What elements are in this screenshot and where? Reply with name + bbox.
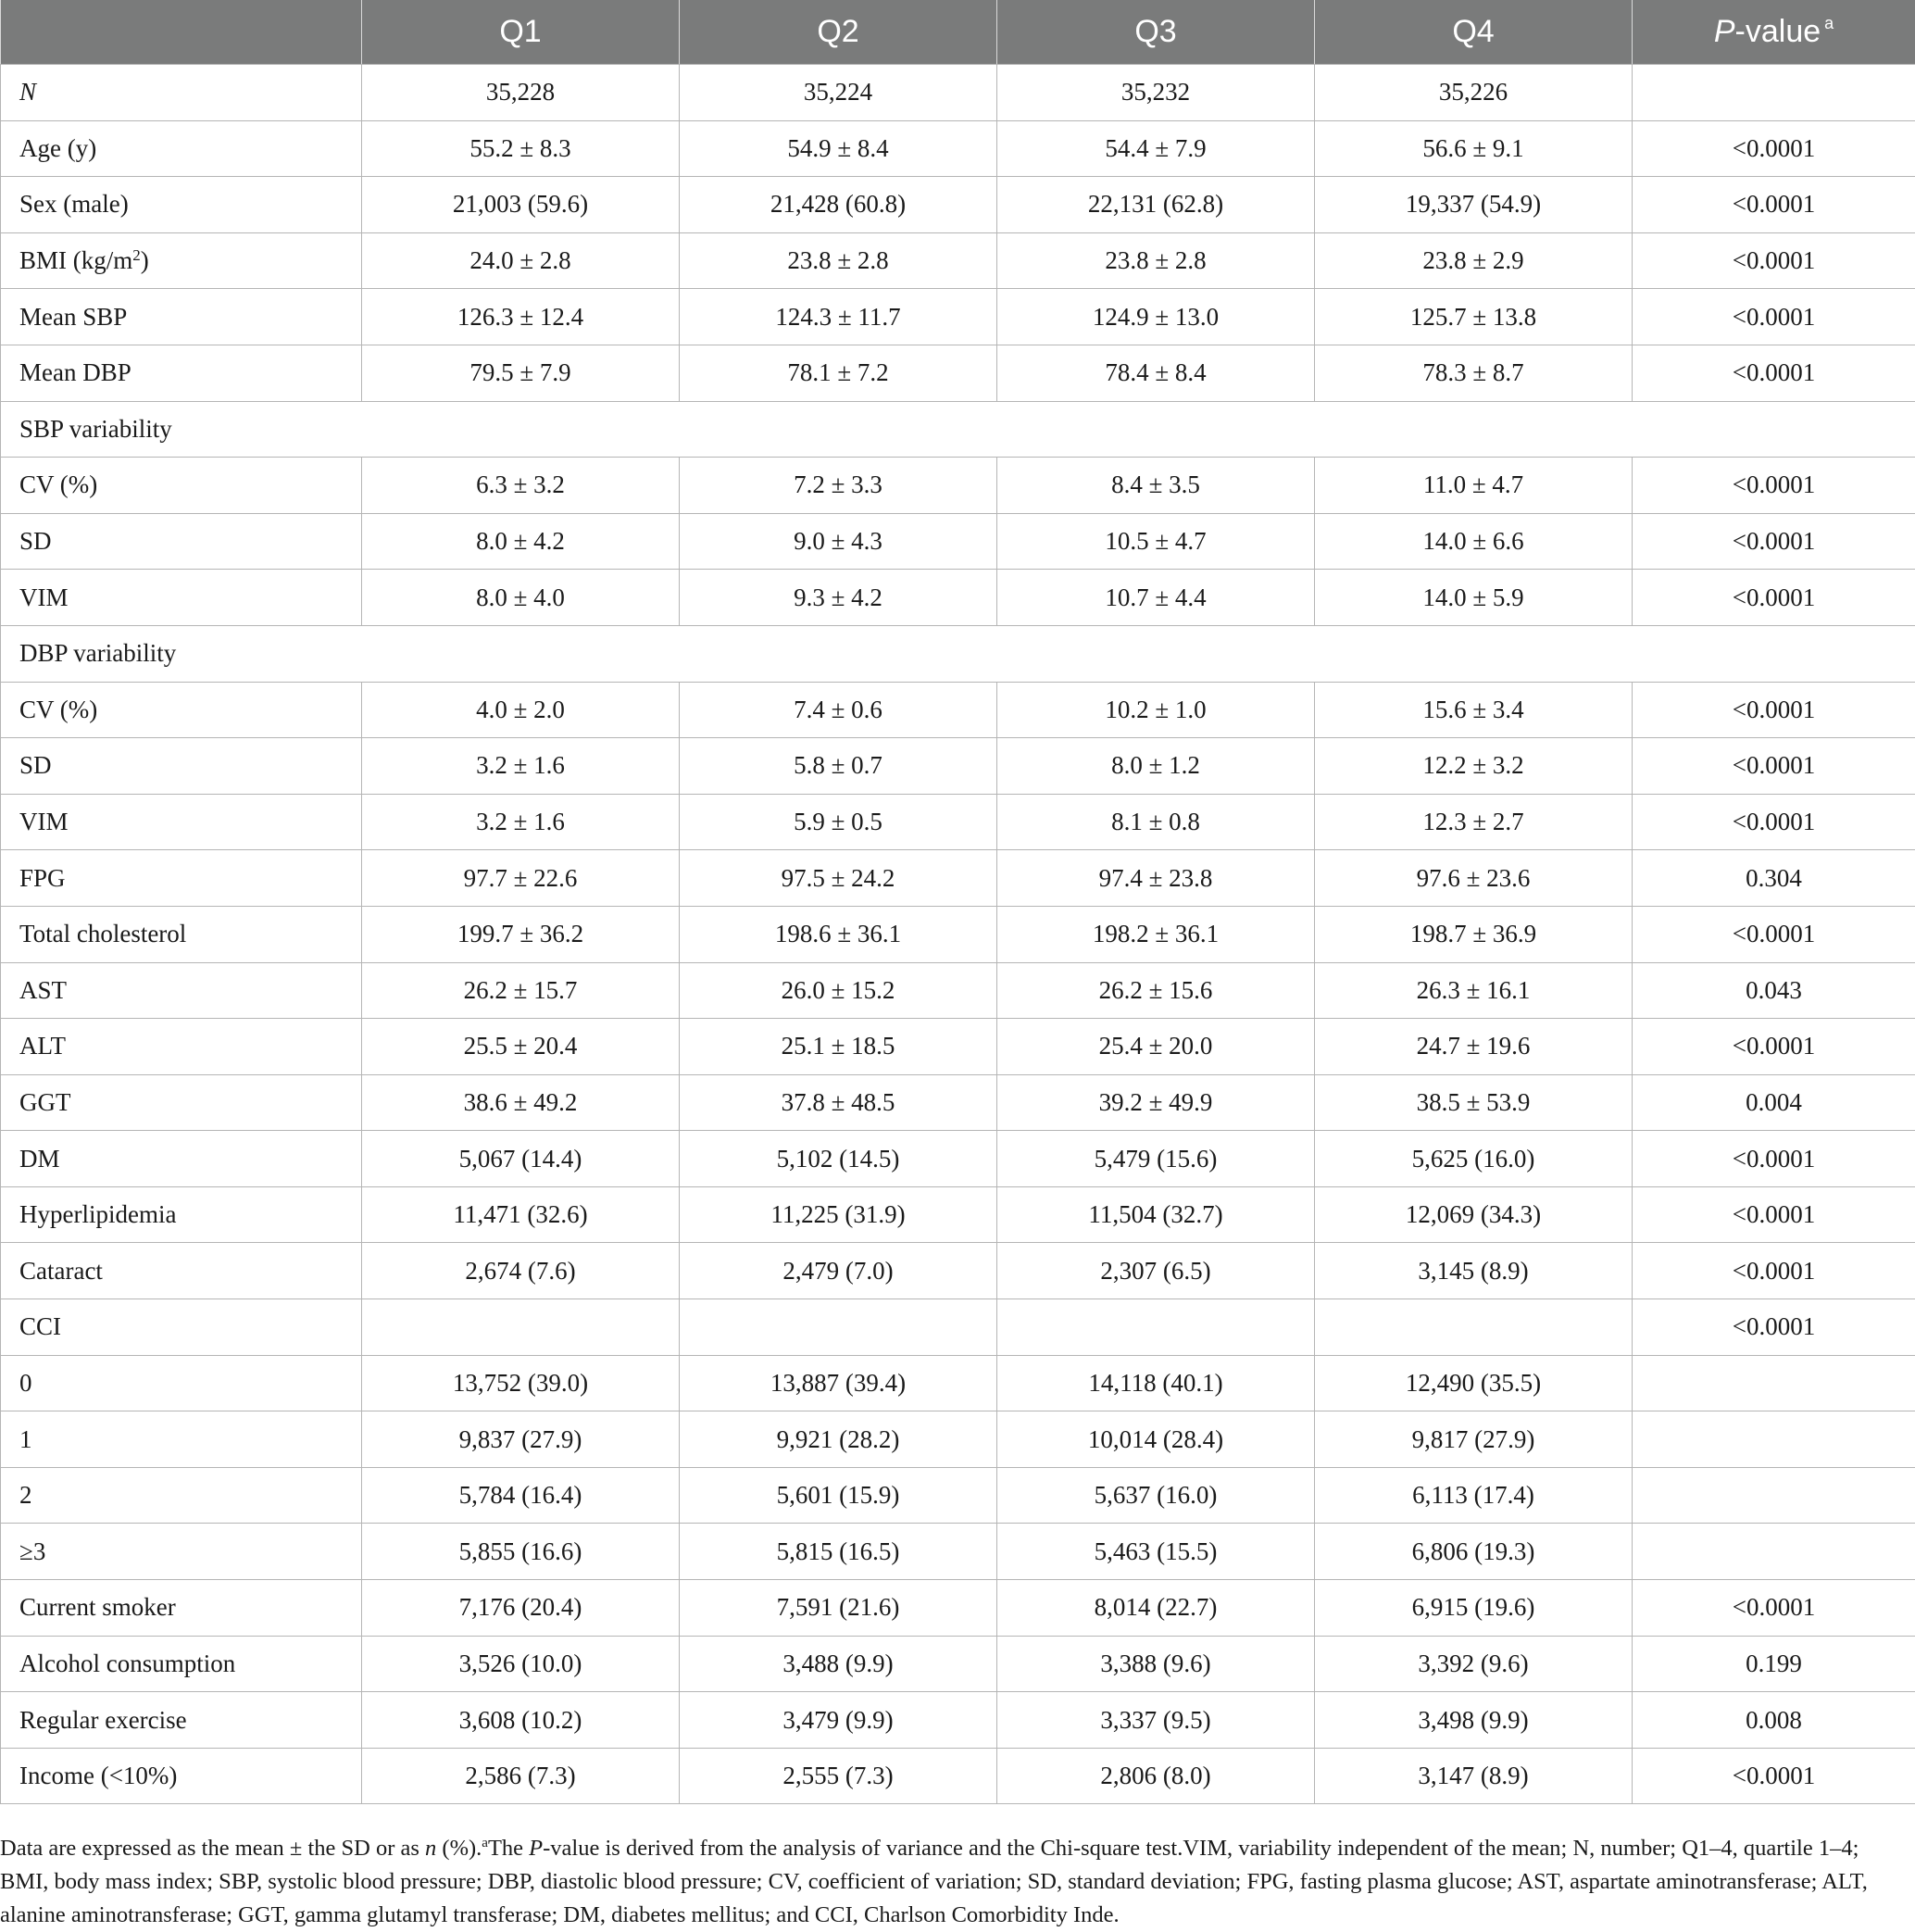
row-label-text: Current smoker bbox=[19, 1593, 176, 1621]
cell-q1: 6.3 ± 3.2 bbox=[362, 458, 680, 514]
cell-q3: 78.4 ± 8.4 bbox=[997, 345, 1315, 401]
cell-q1: 8.0 ± 4.2 bbox=[362, 513, 680, 570]
footnote-text-2: (%). bbox=[436, 1836, 482, 1861]
row-label-text: Regular exercise bbox=[19, 1706, 187, 1734]
cell-q3: 23.8 ± 2.8 bbox=[997, 232, 1315, 289]
table-row bbox=[1, 513, 1915, 570]
row-label-text: 0 bbox=[19, 1369, 32, 1397]
header-cell-p-value bbox=[1633, 0, 1915, 65]
cell-p-value bbox=[1633, 65, 1915, 121]
cell-p-value bbox=[1633, 1524, 1915, 1580]
cell-q4: 24.7 ± 19.6 bbox=[1315, 1019, 1633, 1075]
cell-q3: 8.0 ± 1.2 bbox=[997, 738, 1315, 795]
cell-q3: 3,337 (9.5) bbox=[997, 1692, 1315, 1749]
cell-q3: 97.4 ± 23.8 bbox=[997, 850, 1315, 907]
cell-q1: 2,674 (7.6) bbox=[362, 1243, 680, 1299]
cell-q1: 199.7 ± 36.2 bbox=[362, 906, 680, 962]
header-cell-empty bbox=[1, 0, 362, 65]
row-label bbox=[1, 1467, 362, 1524]
cell-q3: 10.5 ± 4.7 bbox=[997, 513, 1315, 570]
cell-q2: 7.2 ± 3.3 bbox=[680, 458, 997, 514]
cell-q4: 15.6 ± 3.4 bbox=[1315, 682, 1633, 738]
cell-q3: 14,118 (40.1) bbox=[997, 1355, 1315, 1411]
row-label bbox=[1, 1299, 362, 1356]
cell-q4: 9,817 (27.9) bbox=[1315, 1411, 1633, 1468]
row-label-text: Hyperlipidemia bbox=[19, 1200, 176, 1228]
cell-q3: 8.4 ± 3.5 bbox=[997, 458, 1315, 514]
cell-q3: 22,131 (62.8) bbox=[997, 177, 1315, 233]
row-label-text: Alcohol consumption bbox=[19, 1650, 235, 1677]
row-label-text: CV (%) bbox=[19, 696, 97, 723]
cell-q2: 26.0 ± 15.2 bbox=[680, 962, 997, 1019]
cell-q4: 3,392 (9.6) bbox=[1315, 1636, 1633, 1692]
row-label bbox=[1, 1636, 362, 1692]
row-label bbox=[1, 1411, 362, 1468]
cell-q1: 79.5 ± 7.9 bbox=[362, 345, 680, 401]
table-row bbox=[1, 1467, 1915, 1524]
cell-p-value bbox=[1633, 401, 1915, 458]
cell-p-value: <0.0001 bbox=[1633, 906, 1915, 962]
cell-q2: 2,479 (7.0) bbox=[680, 1243, 997, 1299]
cell-q2: 5,601 (15.9) bbox=[680, 1467, 997, 1524]
row-label bbox=[1, 345, 362, 401]
cell-q1: 38.6 ± 49.2 bbox=[362, 1074, 680, 1131]
row-label-text: VIM bbox=[19, 583, 69, 611]
cell-q3: 39.2 ± 49.9 bbox=[997, 1074, 1315, 1131]
cell-p-value: <0.0001 bbox=[1633, 570, 1915, 626]
cell-p-value bbox=[1633, 1411, 1915, 1468]
table-row bbox=[1, 1411, 1915, 1468]
cell-q2: 5,815 (16.5) bbox=[680, 1524, 997, 1580]
row-label bbox=[1, 1692, 362, 1749]
cell-q2 bbox=[680, 1299, 997, 1356]
cell-q1: 11,471 (32.6) bbox=[362, 1186, 680, 1243]
table-row bbox=[1, 906, 1915, 962]
cell-p-value: <0.0001 bbox=[1633, 1186, 1915, 1243]
cell-q4: 6,806 (19.3) bbox=[1315, 1524, 1633, 1580]
row-label bbox=[1, 401, 362, 458]
footnote-italic-n: n bbox=[425, 1836, 436, 1861]
cell-q1: 126.3 ± 12.4 bbox=[362, 289, 680, 345]
row-label-text: ≥3 bbox=[19, 1537, 45, 1565]
cell-q1: 3,526 (10.0) bbox=[362, 1636, 680, 1692]
cell-q3: 2,307 (6.5) bbox=[997, 1243, 1315, 1299]
row-label-text: CCI bbox=[19, 1312, 61, 1340]
cell-q2: 21,428 (60.8) bbox=[680, 177, 997, 233]
cell-q4: 3,145 (8.9) bbox=[1315, 1243, 1633, 1299]
row-label-text: FPG bbox=[19, 864, 66, 892]
cell-q3: 11,504 (32.7) bbox=[997, 1186, 1315, 1243]
cell-q4: 3,498 (9.9) bbox=[1315, 1692, 1633, 1749]
row-label bbox=[1, 1524, 362, 1580]
row-label bbox=[1, 458, 362, 514]
cell-q1 bbox=[362, 1299, 680, 1356]
row-label-text: CV (%) bbox=[19, 470, 97, 498]
cell-p-value: <0.0001 bbox=[1633, 794, 1915, 850]
cell-p-value: <0.0001 bbox=[1633, 345, 1915, 401]
cell-q3: 5,637 (16.0) bbox=[997, 1467, 1315, 1524]
table-row bbox=[1, 177, 1915, 233]
row-label-text: 2 bbox=[19, 1481, 32, 1509]
cell-q3 bbox=[997, 401, 1315, 458]
row-label-text: N bbox=[19, 78, 36, 106]
footnote-marker: a bbox=[482, 1836, 488, 1850]
cell-q4: 14.0 ± 5.9 bbox=[1315, 570, 1633, 626]
cell-q2: 124.3 ± 11.7 bbox=[680, 289, 997, 345]
row-label-text: SD bbox=[19, 751, 52, 779]
row-label-text: Age (y) bbox=[19, 134, 96, 162]
cell-p-value bbox=[1633, 1467, 1915, 1524]
cell-q4: 23.8 ± 2.9 bbox=[1315, 232, 1633, 289]
cell-p-value: <0.0001 bbox=[1633, 120, 1915, 177]
cell-q1: 5,855 (16.6) bbox=[362, 1524, 680, 1580]
table-row bbox=[1, 1355, 1915, 1411]
cell-q4: 6,915 (19.6) bbox=[1315, 1580, 1633, 1637]
table-body bbox=[1, 65, 1915, 1804]
table-row bbox=[1, 570, 1915, 626]
cell-q3: 124.9 ± 13.0 bbox=[997, 289, 1315, 345]
cell-p-value: <0.0001 bbox=[1633, 1299, 1915, 1356]
row-label bbox=[1, 1019, 362, 1075]
row-label bbox=[1, 962, 362, 1019]
table-row bbox=[1, 1580, 1915, 1637]
cell-q2 bbox=[680, 625, 997, 682]
cell-q4: 78.3 ± 8.7 bbox=[1315, 345, 1633, 401]
cell-q3: 2,806 (8.0) bbox=[997, 1748, 1315, 1804]
header-cell-q4: Q4 bbox=[1315, 0, 1633, 65]
row-label bbox=[1, 1355, 362, 1411]
cell-q1: 35,228 bbox=[362, 65, 680, 121]
row-label-text: 1 bbox=[19, 1425, 32, 1453]
cell-q2: 7.4 ± 0.6 bbox=[680, 682, 997, 738]
cell-p-value: <0.0001 bbox=[1633, 513, 1915, 570]
row-label bbox=[1, 289, 362, 345]
cell-q1: 3,608 (10.2) bbox=[362, 1692, 680, 1749]
table-row bbox=[1, 120, 1915, 177]
cell-q2: 13,887 (39.4) bbox=[680, 1355, 997, 1411]
footnote-italic-p: P bbox=[529, 1836, 543, 1861]
row-label-text: Sex (male) bbox=[19, 190, 129, 218]
table-row bbox=[1, 850, 1915, 907]
cell-q4: 5,625 (16.0) bbox=[1315, 1131, 1633, 1187]
row-label-text: GGT bbox=[19, 1088, 71, 1116]
cell-q4 bbox=[1315, 1299, 1633, 1356]
table-row bbox=[1, 794, 1915, 850]
cell-q2: 9.3 ± 4.2 bbox=[680, 570, 997, 626]
cell-q4: 125.7 ± 13.8 bbox=[1315, 289, 1633, 345]
p-value-suffix: -value bbox=[1735, 14, 1821, 49]
cell-q3: 5,479 (15.6) bbox=[997, 1131, 1315, 1187]
cell-q4 bbox=[1315, 401, 1633, 458]
row-label bbox=[1, 906, 362, 962]
cell-q1: 55.2 ± 8.3 bbox=[362, 120, 680, 177]
cell-q1: 5,067 (14.4) bbox=[362, 1131, 680, 1187]
cell-q1: 26.2 ± 15.7 bbox=[362, 962, 680, 1019]
cell-q4: 38.5 ± 53.9 bbox=[1315, 1074, 1633, 1131]
table-row bbox=[1, 232, 1915, 289]
table-row bbox=[1, 682, 1915, 738]
cell-q2: 2,555 (7.3) bbox=[680, 1748, 997, 1804]
cell-q3: 26.2 ± 15.6 bbox=[997, 962, 1315, 1019]
cell-q2: 23.8 ± 2.8 bbox=[680, 232, 997, 289]
table-row bbox=[1, 738, 1915, 795]
cell-q4: 198.7 ± 36.9 bbox=[1315, 906, 1633, 962]
cell-q3: 54.4 ± 7.9 bbox=[997, 120, 1315, 177]
cell-q4: 12.3 ± 2.7 bbox=[1315, 794, 1633, 850]
cell-q4: 19,337 (54.9) bbox=[1315, 177, 1633, 233]
row-label bbox=[1, 232, 362, 289]
cell-q2: 3,488 (9.9) bbox=[680, 1636, 997, 1692]
cell-p-value: 0.304 bbox=[1633, 850, 1915, 907]
cell-q1: 97.7 ± 22.6 bbox=[362, 850, 680, 907]
table-row bbox=[1, 1186, 1915, 1243]
row-label-suffix: ) bbox=[141, 246, 149, 274]
row-label bbox=[1, 1748, 362, 1804]
row-label bbox=[1, 1243, 362, 1299]
cell-q1: 13,752 (39.0) bbox=[362, 1355, 680, 1411]
cell-q4: 56.6 ± 9.1 bbox=[1315, 120, 1633, 177]
cell-q1: 9,837 (27.9) bbox=[362, 1411, 680, 1468]
header-row bbox=[1, 0, 1915, 65]
row-label bbox=[1, 65, 362, 121]
table-row bbox=[1, 1019, 1915, 1075]
cell-p-value: <0.0001 bbox=[1633, 1019, 1915, 1075]
row-label bbox=[1, 794, 362, 850]
cell-p-value: 0.004 bbox=[1633, 1074, 1915, 1131]
row-label bbox=[1, 682, 362, 738]
cell-p-value: <0.0001 bbox=[1633, 1580, 1915, 1637]
cell-q4: 26.3 ± 16.1 bbox=[1315, 962, 1633, 1019]
row-label-superscript: 2 bbox=[132, 246, 141, 264]
row-label bbox=[1, 1580, 362, 1637]
cell-q4: 12.2 ± 3.2 bbox=[1315, 738, 1633, 795]
p-value-italic-p: P bbox=[1714, 14, 1735, 49]
row-label-text: Cataract bbox=[19, 1257, 103, 1285]
cell-p-value bbox=[1633, 1355, 1915, 1411]
cell-q3: 10.7 ± 4.4 bbox=[997, 570, 1315, 626]
table-row bbox=[1, 1524, 1915, 1580]
row-label bbox=[1, 738, 362, 795]
cell-q2: 3,479 (9.9) bbox=[680, 1692, 997, 1749]
cell-q2: 198.6 ± 36.1 bbox=[680, 906, 997, 962]
row-label-text: SD bbox=[19, 527, 52, 555]
cell-q2: 11,225 (31.9) bbox=[680, 1186, 997, 1243]
row-label bbox=[1, 120, 362, 177]
header-cell-q3: Q3 bbox=[997, 0, 1315, 65]
row-label-text: DM bbox=[19, 1145, 60, 1173]
cell-p-value: <0.0001 bbox=[1633, 1131, 1915, 1187]
table-row bbox=[1, 1748, 1915, 1804]
cell-p-value: <0.0001 bbox=[1633, 738, 1915, 795]
header-cell-q1: Q1 bbox=[362, 0, 680, 65]
cell-q1: 24.0 ± 2.8 bbox=[362, 232, 680, 289]
row-label-text: Mean SBP bbox=[19, 303, 127, 331]
cell-q1: 5,784 (16.4) bbox=[362, 1467, 680, 1524]
cell-q1: 2,586 (7.3) bbox=[362, 1748, 680, 1804]
cell-q4 bbox=[1315, 625, 1633, 682]
cell-q2: 9.0 ± 4.3 bbox=[680, 513, 997, 570]
table-row bbox=[1, 1299, 1915, 1356]
footnote-text-4: -value is derived from the analysis of variance and the Chi-square test.VIM, variability independent of the mean; N, number; Q1–4, quartile 1–4; BMI, body mass index; SBP, systolic blood pressure; DBP, diastolic blood pressure; CV, coefficient of variation; SD, standard deviation; FPG, fasting plasma glucose; AST, aspartate aminotransferase; ALT, alanine aminotransferase; GGT, gamma glutamyl transferase; DM, diabetes mellitus; and CCI, Charlson Comorbidity Inde. bbox=[0, 1836, 1868, 1927]
table-row bbox=[1, 289, 1915, 345]
cell-q1: 25.5 ± 20.4 bbox=[362, 1019, 680, 1075]
footnote-text-3: The bbox=[488, 1836, 529, 1861]
cell-q3: 10,014 (28.4) bbox=[997, 1411, 1315, 1468]
cell-q3: 3,388 (9.6) bbox=[997, 1636, 1315, 1692]
cell-q2: 9,921 (28.2) bbox=[680, 1411, 997, 1468]
cell-q3: 8.1 ± 0.8 bbox=[997, 794, 1315, 850]
cell-q4: 11.0 ± 4.7 bbox=[1315, 458, 1633, 514]
row-label-text: VIM bbox=[19, 808, 69, 835]
cell-p-value: <0.0001 bbox=[1633, 1748, 1915, 1804]
cell-q3: 25.4 ± 20.0 bbox=[997, 1019, 1315, 1075]
cell-q3: 5,463 (15.5) bbox=[997, 1524, 1315, 1580]
row-label-text: BMI (kg/m bbox=[19, 246, 132, 274]
cell-q1: 4.0 ± 2.0 bbox=[362, 682, 680, 738]
cell-q3 bbox=[997, 1299, 1315, 1356]
cell-q2: 78.1 ± 7.2 bbox=[680, 345, 997, 401]
p-value-footnote-marker: a bbox=[1824, 14, 1834, 32]
cell-p-value: <0.0001 bbox=[1633, 232, 1915, 289]
row-label-text: Mean DBP bbox=[19, 358, 131, 386]
cell-q1: 3.2 ± 1.6 bbox=[362, 794, 680, 850]
cell-q2: 35,224 bbox=[680, 65, 997, 121]
cell-q2 bbox=[680, 401, 997, 458]
table-row bbox=[1, 1074, 1915, 1131]
cell-p-value: <0.0001 bbox=[1633, 1243, 1915, 1299]
cell-q3 bbox=[997, 625, 1315, 682]
cell-p-value bbox=[1633, 625, 1915, 682]
row-label bbox=[1, 1074, 362, 1131]
cell-q1 bbox=[362, 401, 680, 458]
row-label bbox=[1, 570, 362, 626]
table-row bbox=[1, 1636, 1915, 1692]
cell-q2: 5,102 (14.5) bbox=[680, 1131, 997, 1187]
table-row bbox=[1, 1692, 1915, 1749]
section-row bbox=[1, 625, 1915, 682]
cell-p-value: <0.0001 bbox=[1633, 177, 1915, 233]
section-row bbox=[1, 401, 1915, 458]
table-row bbox=[1, 65, 1915, 121]
row-label-text: SBP variability bbox=[19, 415, 172, 443]
table-row bbox=[1, 1131, 1915, 1187]
cell-q4: 3,147 (8.9) bbox=[1315, 1748, 1633, 1804]
cell-q3: 10.2 ± 1.0 bbox=[997, 682, 1315, 738]
cell-q1: 3.2 ± 1.6 bbox=[362, 738, 680, 795]
row-label-text: ALT bbox=[19, 1032, 66, 1060]
row-label-text: DBP variability bbox=[19, 639, 176, 667]
cell-q4: 35,226 bbox=[1315, 65, 1633, 121]
cell-p-value: 0.199 bbox=[1633, 1636, 1915, 1692]
cell-q3: 198.2 ± 36.1 bbox=[997, 906, 1315, 962]
cell-p-value: <0.0001 bbox=[1633, 682, 1915, 738]
cell-p-value: 0.043 bbox=[1633, 962, 1915, 1019]
cell-q1 bbox=[362, 625, 680, 682]
row-label bbox=[1, 1131, 362, 1187]
cell-q2: 7,591 (21.6) bbox=[680, 1580, 997, 1637]
footnote-text-1: Data are expressed as the mean ± the SD or as bbox=[0, 1836, 425, 1861]
cell-p-value: <0.0001 bbox=[1633, 289, 1915, 345]
row-label bbox=[1, 625, 362, 682]
cell-q1: 7,176 (20.4) bbox=[362, 1580, 680, 1637]
row-label-text: AST bbox=[19, 976, 67, 1004]
cell-q4: 97.6 ± 23.6 bbox=[1315, 850, 1633, 907]
row-label-text: Total cholesterol bbox=[19, 920, 186, 947]
cell-q2: 37.8 ± 48.5 bbox=[680, 1074, 997, 1131]
cell-q1: 21,003 (59.6) bbox=[362, 177, 680, 233]
row-label bbox=[1, 177, 362, 233]
table-footnote bbox=[0, 1826, 1906, 1932]
header-cell-q2: Q2 bbox=[680, 0, 997, 65]
cell-p-value: 0.008 bbox=[1633, 1692, 1915, 1749]
cell-q2: 54.9 ± 8.4 bbox=[680, 120, 997, 177]
table-row bbox=[1, 345, 1915, 401]
cell-q1: 8.0 ± 4.0 bbox=[362, 570, 680, 626]
cell-q4: 14.0 ± 6.6 bbox=[1315, 513, 1633, 570]
table-row bbox=[1, 1243, 1915, 1299]
row-label bbox=[1, 513, 362, 570]
cell-q2: 5.8 ± 0.7 bbox=[680, 738, 997, 795]
cell-q4: 6,113 (17.4) bbox=[1315, 1467, 1633, 1524]
row-label bbox=[1, 1186, 362, 1243]
cell-q2: 25.1 ± 18.5 bbox=[680, 1019, 997, 1075]
cell-q4: 12,490 (35.5) bbox=[1315, 1355, 1633, 1411]
cell-q2: 97.5 ± 24.2 bbox=[680, 850, 997, 907]
cell-q3: 8,014 (22.7) bbox=[997, 1580, 1315, 1637]
cell-q3: 35,232 bbox=[997, 65, 1315, 121]
cell-q4: 12,069 (34.3) bbox=[1315, 1186, 1633, 1243]
row-label bbox=[1, 850, 362, 907]
cell-q2: 5.9 ± 0.5 bbox=[680, 794, 997, 850]
cell-p-value: <0.0001 bbox=[1633, 458, 1915, 514]
table-row bbox=[1, 962, 1915, 1019]
table-row bbox=[1, 458, 1915, 514]
row-label-text: Income (<10%) bbox=[19, 1762, 177, 1789]
